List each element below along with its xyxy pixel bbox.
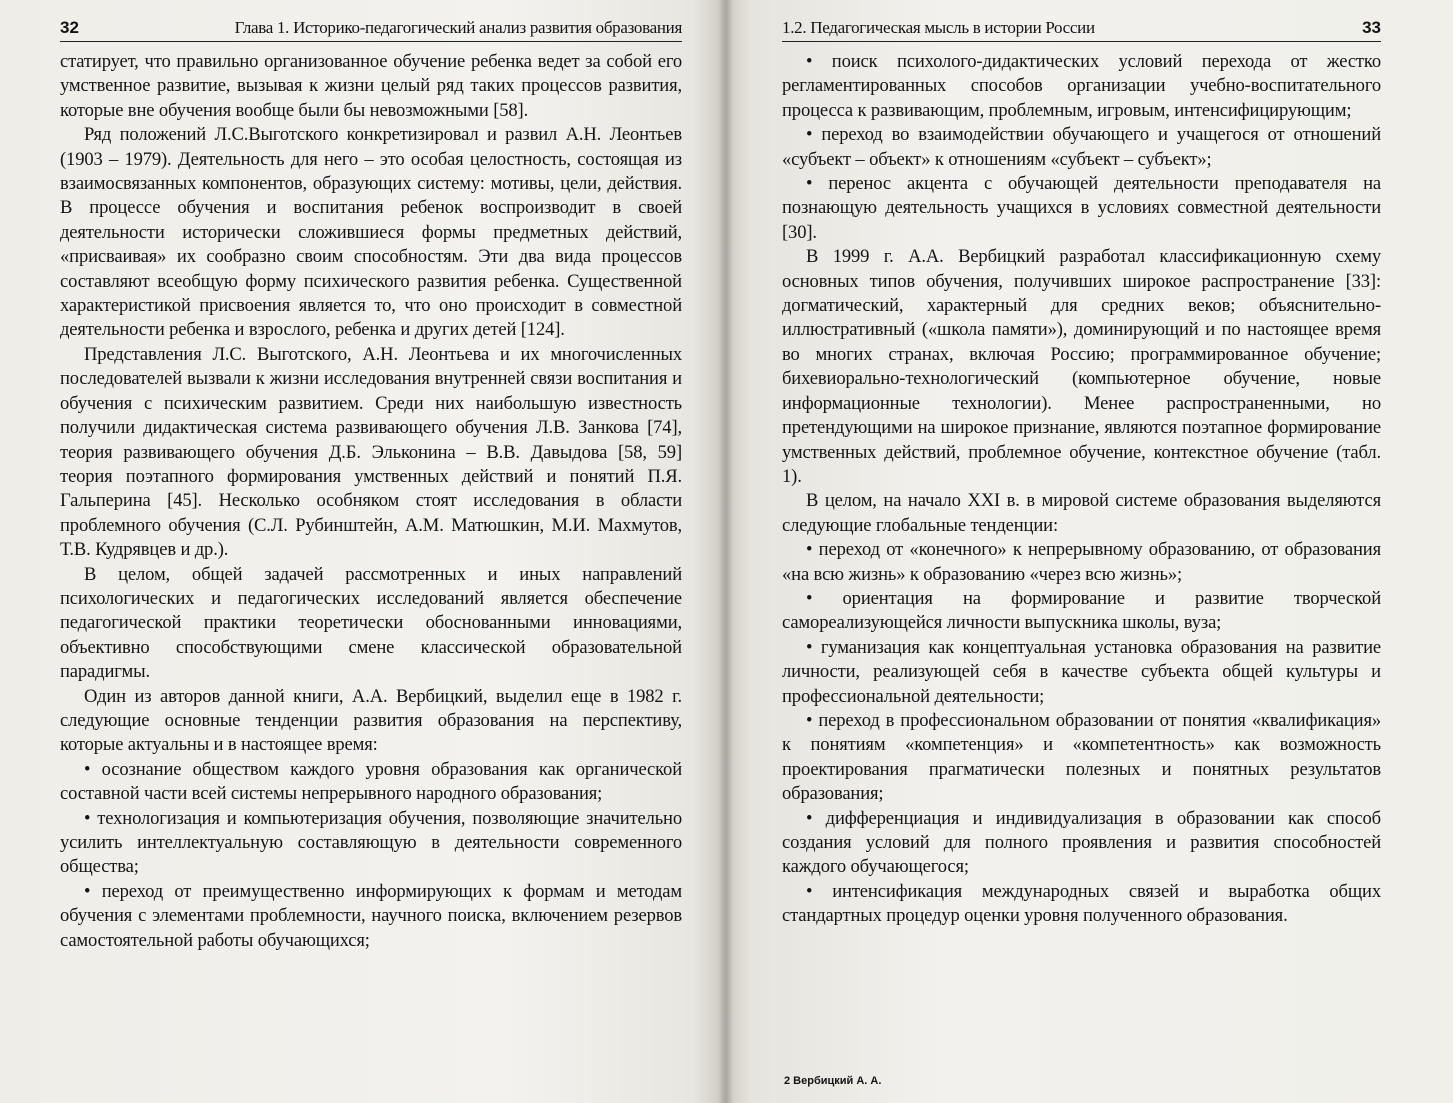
right-running-head: 1.2. Педагогическая мысль в истории России (782, 18, 1095, 37)
paragraph: статирует, что правильно организованное обучение ребенка ведет за собой его умственное развитие, вызывая к жизни целый ряд таких процессов развития, которые вне обучения вообще были бы невозможными [58]. (60, 51, 682, 121)
bullet-item: • переход от «конечного» к непрерывному образованию, от образования «на всю жизнь» к образованию «через всю жизнь»; (782, 539, 1381, 585)
signature-footer: 2 Вербицкий А. А. (784, 1075, 882, 1087)
bullet-item: • дифференциация и индивидуализация в образовании как способ создания условий для полного проявления и развития способностей каждого обучающегося; (782, 807, 1381, 878)
paragraph: В целом, на начало XXI в. в мировой системе образования выделяются следующие глобальные тенденции: (782, 490, 1381, 536)
left-page (0, 0, 722, 1103)
bullet-item: • переход в профессиональном образовании от понятия «квалификация» к понятиям «компетенция» и «компетентность» как возможность проектирования прагматически полезных и понятных результатов образования; (782, 709, 1381, 805)
paragraph: В целом, общей задачей рассмотренных и иных направлений психологических и педагогических исследований является обеспечение педагогической практики теоретически обоснованными инновациями, объективно способствующими смене классической образовательной парадигмы. (60, 563, 682, 683)
paragraph: Один из авторов данной книги, А.А. Вербицкий, выделил еще в 1982 г. следующие основные тенденции развития образования на перспективу, которые актуальны и в настоящее время: (60, 685, 682, 756)
left-page-header (60, 18, 682, 42)
bullet-item: • ориентация на формирование и развитие творческой самореализующейся личности выпускника школы, вуза; (782, 587, 1381, 634)
right-page-header (782, 18, 1381, 42)
bullet-item: • гуманизация как концептуальная установка образования на развитие личности, реализующей себя в качестве субъекта общей культуры и профессиональной деятельности; (782, 636, 1381, 707)
bullet-item: • переход во взаимодействии обучающего и учащегося от отношений «субъект – объект» к отношениям «субъект – субъект»; (782, 124, 1381, 170)
left-running-head: Глава 1. Историко-педагогический анализ развития образования (234, 18, 682, 37)
paragraph: В 1999 г. А.А. Вербицкий разработал классификационную схему основных типов обучения, получивших широкое распространение [33]: догматический, характерный для средних веков; объяснительно-иллюстративный («школа памяти»), доминирующий и по настоящее время во многих странах, включая Россию; программированное обучение; бихевиорально-технологический (компьютерное обучение, новые информационные технологии). Менее распространенными, но претендующими на широкое признание, являются поэтапное формирование умственных действий, проблемное обучение, контекстное обучение (табл. 1). (782, 246, 1381, 487)
bullet-item: • перенос акцента с обучающей деятельности преподавателя на познающую деятельность учащихся в условиях совместной деятельности [30]. (782, 173, 1381, 243)
right-page-body (782, 50, 1381, 929)
left-page-body (60, 50, 682, 953)
bullet-item: • переход от преимущественно информирующих к формам и методам обучения с элементами проблемности, научного поиска, включением резервов самостоятельной работы обучающихся; (60, 880, 682, 951)
bullet-item: • осознание обществом каждого уровня образования как органической составной части всей системы непрерывного народного образования; (60, 758, 682, 805)
paragraph: Ряд положений Л.С.Выготского конкретизировал и развил А.Н. Леонтьев (1903 – 1979). Деятельность для него – это особая целостность, состоящая из взаимосвязанных компонентов, образующих систему: мотивы, цели, действия. В процессе обучения и воспитания ребенок воспроизводит в своей деятельности исторически сложившиеся формы предметных действий, «присваивая» их сообразно своим способностям. Эти два вида процессов составляют всеобщую форму психического развития ребенка. Существенной характеристикой присвоения является то, что оно происходит в совместной деятельности ребенка и взрослого, ребенка и других детей [124]. (60, 124, 682, 341)
paragraph: Представления Л.С. Выготского, А.Н. Леонтьева и их многочисленных последователей вызвали к жизни исследования внутренней связи воспитания и обучения с психическим развитием. Среди них наибольшую известность получили дидактическая система развивающего обучения Л.В. Занкова [74], теория развивающего обучения Д.Б. Эльконина – В.В. Давыдова [58, 59] теория поэтапного формирования умственных действий и понятий П.Я. Гальперина [45]. Несколько особняком стоят исследования в области проблемного обучения (С.Л. Рубинштейн, А.М. Матюшкин, М.И. Махмутов, Т.В. Кудрявцев и др.). (60, 343, 682, 561)
bullet-item: • технологизация и компьютеризация обучения, позволяющие значительно усилить интеллектуальную составляющую в деятельности современного общества; (60, 807, 682, 878)
left-page-number: 32 (60, 18, 79, 37)
bullet-item: • интенсификация международных связей и выработка общих стандартных процедур оценки уровня полученного образования. (782, 880, 1381, 927)
right-page (722, 0, 1453, 1103)
right-page-number: 33 (1362, 18, 1381, 37)
bullet-item: • поиск психолого-дидактических условий перехода от жестко регламентированных способов организации учебно-воспитательного процесса к развивающим, проблемным, игровым, интенсифицирующим; (782, 51, 1381, 121)
